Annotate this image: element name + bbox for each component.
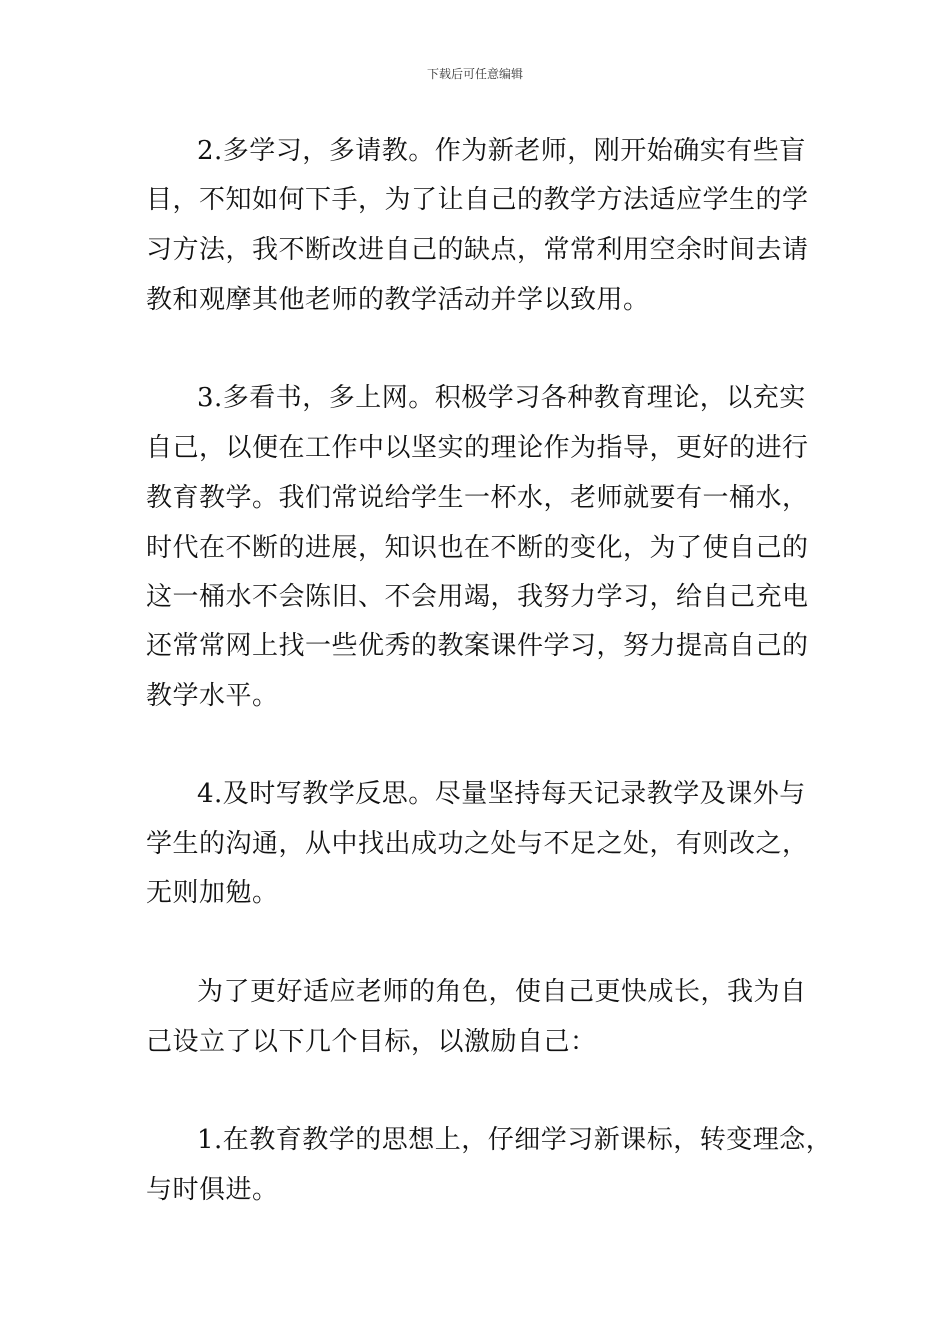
paragraph-line: 为了更好适应老师的角色，使自己更快成长，我为自	[197, 977, 807, 1007]
paragraph-line: 习方法，我不断改进自己的缺点，常常利用空余时间去请	[146, 235, 809, 265]
paragraph-line: 4.及时写教学反思。尽量坚持每天记录教学及课外与	[197, 779, 806, 809]
paragraph-line: 目，不知如何下手，为了让自己的教学方法适应学生的学	[146, 185, 809, 215]
paragraph-line: 教育教学。我们常说给学生一杯水，老师就要有一桶水，	[146, 483, 809, 513]
paragraph-line: 己设立了以下几个目标，以激励自己：	[146, 1027, 597, 1057]
paragraph-line: 1.在教育教学的思想上，仔细学习新课标，转变理念，	[197, 1125, 833, 1155]
paragraph-line: 3.多看书，多上网。积极学习各种教育理论，以充实	[197, 383, 806, 413]
paragraph-line: 自己，以便在工作中以坚实的理论作为指导，更好的进行	[146, 433, 809, 463]
paragraph-line: 学生的沟通，从中找出成功之处与不足之处，有则改之，	[146, 829, 809, 859]
paragraph-line: 教和观摩其他老师的教学活动并学以致用。	[146, 285, 650, 315]
paragraph-line: 无则加勉。	[146, 878, 279, 908]
paragraph-line: 还常常网上找一些优秀的教案课件学习，努力提高自己的	[146, 631, 809, 661]
paragraph-line: 时代在不断的进展，知识也在不断的变化，为了使自己的	[146, 533, 809, 563]
header-note: 下载后可任意编辑	[426, 67, 523, 81]
paragraph-line: 与时俱进。	[146, 1175, 279, 1205]
paragraph-line: 教学水平。	[146, 681, 279, 711]
paragraph-line: 这一桶水不会陈旧、不会用竭，我努力学习，给自己充电	[146, 582, 809, 612]
paragraph-line: 2.多学习，多请教。作为新老师，刚开始确实有些盲	[197, 136, 806, 166]
